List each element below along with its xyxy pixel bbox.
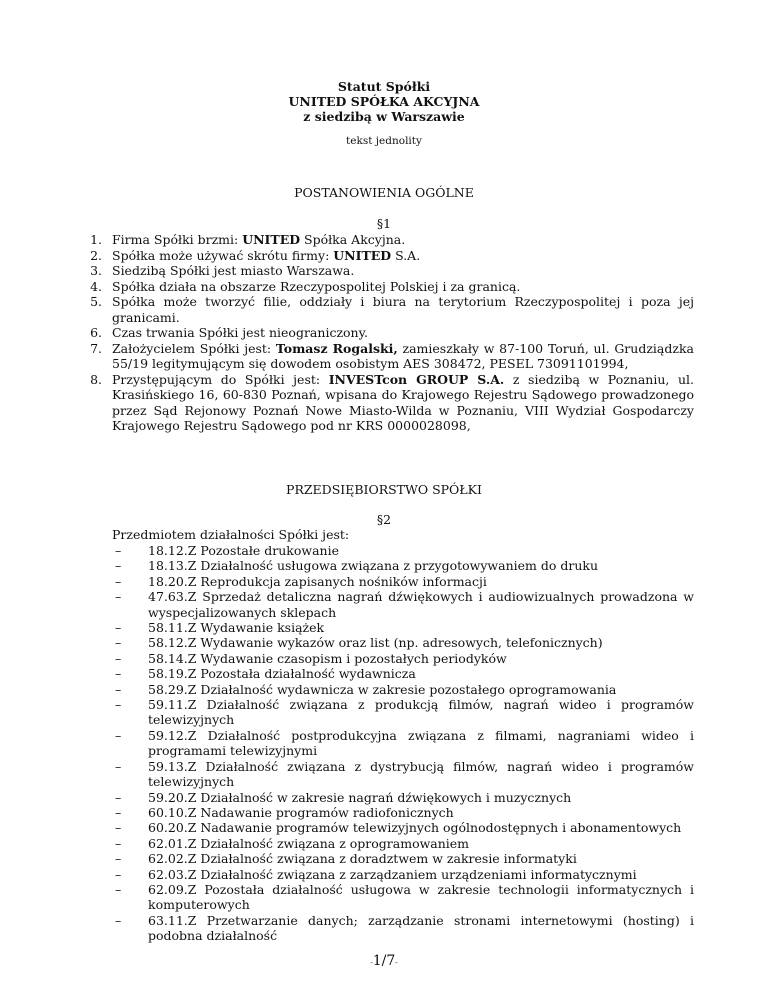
- document-title-line3: z siedzibą w Warszawie: [303, 109, 465, 124]
- list-dash: –: [115, 573, 122, 589]
- activity-text: 63.11.Z Przetwarzanie danych; zarządzanie stronami internetowymi (hosting) i podobna działalność: [148, 912, 694, 944]
- list-dash: –: [115, 635, 122, 651]
- list-item: [112, 790, 694, 805]
- list-dash: –: [115, 758, 122, 774]
- activity-text: 60.10.Z Nadawanie programów radiofonicznych: [148, 804, 454, 820]
- activity-text: 59.12.Z Działalność postprodukcyjna związana z filmami, nagraniami wideo i programami telewizyjnymi: [148, 727, 694, 759]
- list-item: 4. Spółka działa na obszarze Rzeczypospolitej Polskiej i za granicą.: [90, 278, 521, 294]
- activity-text: 58.11.Z Wydawanie książek: [148, 620, 325, 636]
- list-item: [112, 697, 694, 728]
- activity-text: 58.29.Z Działalność wydawnicza w zakresie pozostałego oprogramowania: [148, 681, 617, 697]
- list-item: [112, 728, 694, 759]
- page-number: -1/7-: [370, 953, 398, 969]
- section1-paragraph-mark: §1: [376, 216, 392, 231]
- list-item: 1. Firma Spółki brzmi: UNITED Spółka Akcyjna.: [90, 232, 406, 247]
- list-dash: –: [115, 851, 122, 867]
- list-item: 5. Spółka może tworzyć filie, oddziały i biura na terytorium Rzeczypospolitej i poza jej granicami.: [90, 294, 694, 325]
- activity-text: 58.14.Z Wydawanie czasopism i pozostałych periodyków: [148, 650, 507, 666]
- list-dash: –: [115, 881, 122, 897]
- list-dash: –: [115, 866, 122, 882]
- activity-text: 58.12.Z Wydawanie wykazów oraz list (np. adresowych, telefonicznych): [148, 635, 603, 651]
- list-item: [112, 666, 694, 681]
- business-activities-list: [112, 543, 694, 944]
- list-item: 3. Siedzibą Spółki jest miasto Warszawa.: [90, 263, 355, 278]
- list-item: [112, 574, 694, 589]
- list-item: [112, 635, 694, 650]
- list-dash: –: [115, 820, 122, 836]
- list-dash: –: [115, 835, 122, 851]
- list-dash: –: [115, 558, 122, 574]
- list-item: [112, 820, 694, 835]
- activity-text: 62.02.Z Działalność związana z doradztwem w zakresie informatyki: [148, 851, 577, 867]
- activity-text: 47.63.Z Sprzedaż detaliczna nagrań dźwiękowych i audiowizualnych prowadzona w wyspecjalizowanych sklepach: [148, 589, 694, 620]
- list-item: 7. Założycielem Spółki jest: Tomasz Rogalski, zamieszkały w 87-100 Toruń, ul. Grudziądzka 55/19 legitymującym się dowodem osobistym AES 308472, PESEL 73091101994,: [90, 340, 694, 371]
- list-dash: –: [115, 620, 122, 636]
- list-item: [112, 836, 694, 851]
- activity-text: 18.12.Z Pozostałe drukowanie: [148, 543, 339, 558]
- list-item: [112, 805, 694, 820]
- list-item: [112, 882, 694, 913]
- list-dash: –: [115, 681, 122, 697]
- list-item: [112, 620, 694, 635]
- business-scope-intro: Przedmiotem działalności Spółki jest:: [112, 527, 350, 542]
- list-item: [112, 589, 694, 620]
- activity-text: 59.11.Z Działalność związana z produkcją filmów, nagrań wideo i programów telewizyjnych: [148, 697, 694, 728]
- list-item: [112, 913, 694, 944]
- activity-text: 62.03.Z Działalność związana z zarządzaniem urządzeniami informatycznymi: [148, 866, 637, 882]
- activity-text: 59.13.Z Działalność związana z dystrybucją filmów, nagrań wideo i programów telewizyjnych: [148, 758, 694, 790]
- list-dash: –: [115, 804, 122, 820]
- activity-text: 58.19.Z Pozostała działalność wydawnicza: [148, 666, 416, 682]
- section2-heading: PRZEDSIĘBIORSTWO SPÓŁKI: [286, 482, 482, 497]
- activity-text: 62.09.Z Pozostała działalność usługowa w zakresie technologii informatycznych i komputerowych: [148, 881, 694, 913]
- list-dash: –: [115, 912, 122, 928]
- list-item: 2. Spółka może używać skrótu firmy: UNITED S.A.: [90, 247, 421, 263]
- list-item: 6. Czas trwania Spółki jest nieograniczony.: [90, 325, 368, 340]
- document-subtitle: tekst jednolity: [346, 135, 422, 147]
- list-item: [112, 543, 694, 558]
- activity-text: 62.01.Z Działalność związana z oprogramowaniem: [148, 835, 470, 851]
- list-dash: –: [115, 697, 122, 713]
- list-dash: –: [115, 789, 122, 805]
- section2-paragraph-mark: §2: [376, 512, 392, 527]
- list-item: [112, 867, 694, 882]
- section1-heading: POSTANOWIENIA OGÓLNE: [294, 185, 474, 200]
- list-item: [112, 682, 694, 697]
- list-item: [112, 558, 694, 573]
- general-provisions-list: [82, 232, 694, 434]
- list-item: [112, 851, 694, 866]
- list-dash: –: [115, 543, 122, 558]
- list-item: [112, 759, 694, 790]
- list-item: 8. Przystępującym do Spółki jest: INVESTcon GROUP S.A. z siedzibą w Poznaniu, ul. Krasińskiego 16, 60-830 Poznań, wpisana do Krajowego Rejestru Sądowego prowadzonego przez Sąd Rejonowy Poznań Nowe Miasto-Wilda w Poznaniu, VIII Wydział Gospodarczy Krajowego Rejestru Sądowego pod nr KRS 0000028098,: [90, 371, 694, 433]
- document-title-line2: UNITED SPÓŁKA AKCYJNA: [288, 94, 480, 109]
- list-dash: –: [115, 727, 122, 743]
- document-title-line1: Statut Spółki: [337, 79, 431, 94]
- activity-text: 18.20.Z Reprodukcja zapisanych nośników informacji: [148, 573, 487, 589]
- activity-text: 18.13.Z Działalność usługowa związana z przygotowywaniem do druku: [148, 558, 599, 574]
- list-dash: –: [115, 650, 122, 666]
- activity-text: 59.20.Z Działalność w zakresie nagrań dźwiękowych i muzycznych: [148, 789, 572, 805]
- activity-text: 60.20.Z Nadawanie programów telewizyjnych ogólnodostępnych i abonamentowych: [148, 820, 682, 836]
- list-item: [112, 651, 694, 666]
- list-dash: –: [115, 666, 122, 682]
- list-dash: –: [115, 589, 122, 605]
